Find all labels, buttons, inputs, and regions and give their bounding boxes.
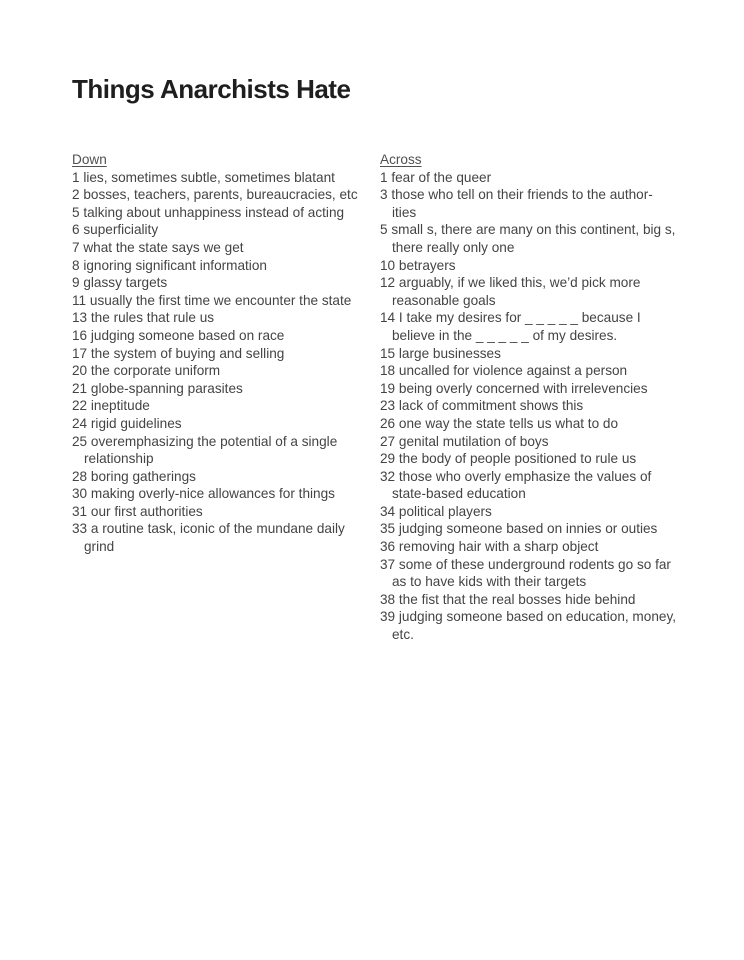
down-clue: 7 what the state says we get xyxy=(72,239,244,255)
across-clue: 18 uncalled for violence against a person xyxy=(380,363,628,379)
across-clue: 37 some of these underground rodents go so far as to have kids with their targets xyxy=(380,556,671,590)
across-clue: 12 arguably, if we liked this, we’d pick more reasonable goals xyxy=(380,275,641,308)
down-clue: 22 ineptitude xyxy=(72,398,150,414)
down-clue: 16 judging someone based on race xyxy=(72,327,285,343)
down-clue: 25 overemphasizing the potential of a single relationship xyxy=(72,433,338,467)
across-clue: 32 those who overly emphasize the values of state-based education xyxy=(380,468,652,502)
across-clue: 38 the fist that the real bosses hide behind xyxy=(380,591,636,607)
across-clue: 3 those who tell on their friends to the author-ities xyxy=(380,187,653,220)
across-clue: 26 one way the state tells us what to do xyxy=(380,415,619,431)
across-clues-column xyxy=(380,151,676,644)
across-clue: 35 judging someone based on innies or outies xyxy=(380,521,658,537)
across-clue: 19 being overly concerned with irrelevencies xyxy=(380,380,648,396)
across-clue: 1 fear of the queer xyxy=(380,169,492,185)
down-clue: 9 glassy targets xyxy=(72,275,168,291)
down-clue: 17 the system of buying and selling xyxy=(72,345,285,361)
across-clue: 10 betrayers xyxy=(380,257,456,273)
across-clue: 27 genital mutilation of boys xyxy=(380,433,549,449)
down-clue: 24 rigid guidelines xyxy=(72,415,182,431)
down-clue: 21 globe-spanning parasites xyxy=(72,380,243,396)
down-clue: 6 superficiality xyxy=(72,222,159,238)
down-clue: 2 bosses, teachers, parents, bureaucracies, etc xyxy=(72,187,358,203)
down-clue: 11 usually the first time we encounter the state xyxy=(72,292,352,308)
down-clues-column xyxy=(72,151,364,556)
down-clue: 13 the rules that rule us xyxy=(72,310,215,326)
across-clue: 34 political players xyxy=(380,503,492,519)
across-clue: 15 large businesses xyxy=(380,345,501,361)
across-clue: 14 I take my desires for _ _ _ _ _ because I believe in the _ _ _ _ _ of my desires. xyxy=(380,310,641,343)
across-clue: 36 removing hair with a sharp object xyxy=(380,539,599,555)
down-clue: 30 making overly-nice allowances for things xyxy=(72,486,335,502)
down-clue: 8 ignoring significant information xyxy=(72,257,267,273)
across-clue-list xyxy=(380,169,676,644)
across-clue: 5 small s, there are many on this continent, big s, there really only one xyxy=(380,222,676,255)
down-clue: 20 the corporate uniform xyxy=(72,363,221,379)
down-clue: 1 lies, sometimes subtle, sometimes blatant xyxy=(72,169,335,185)
down-clue: 5 talking about unhappiness instead of acting xyxy=(72,204,345,220)
across-heading: Across xyxy=(380,152,422,167)
across-clue: 23 lack of commitment shows this xyxy=(380,398,584,414)
down-clue: 28 boring gatherings xyxy=(72,468,196,484)
down-clue-list xyxy=(72,169,364,556)
down-heading: Down xyxy=(72,152,107,167)
page-title: Things Anarchists Hate xyxy=(72,74,351,104)
across-clue: 39 judging someone based on education, money, etc. xyxy=(380,609,677,643)
down-clue: 31 our first authorities xyxy=(72,503,203,519)
down-clue: 33 a routine task, iconic of the mundane daily grind xyxy=(72,521,345,555)
across-clue: 29 the body of people positioned to rule us xyxy=(380,451,637,467)
